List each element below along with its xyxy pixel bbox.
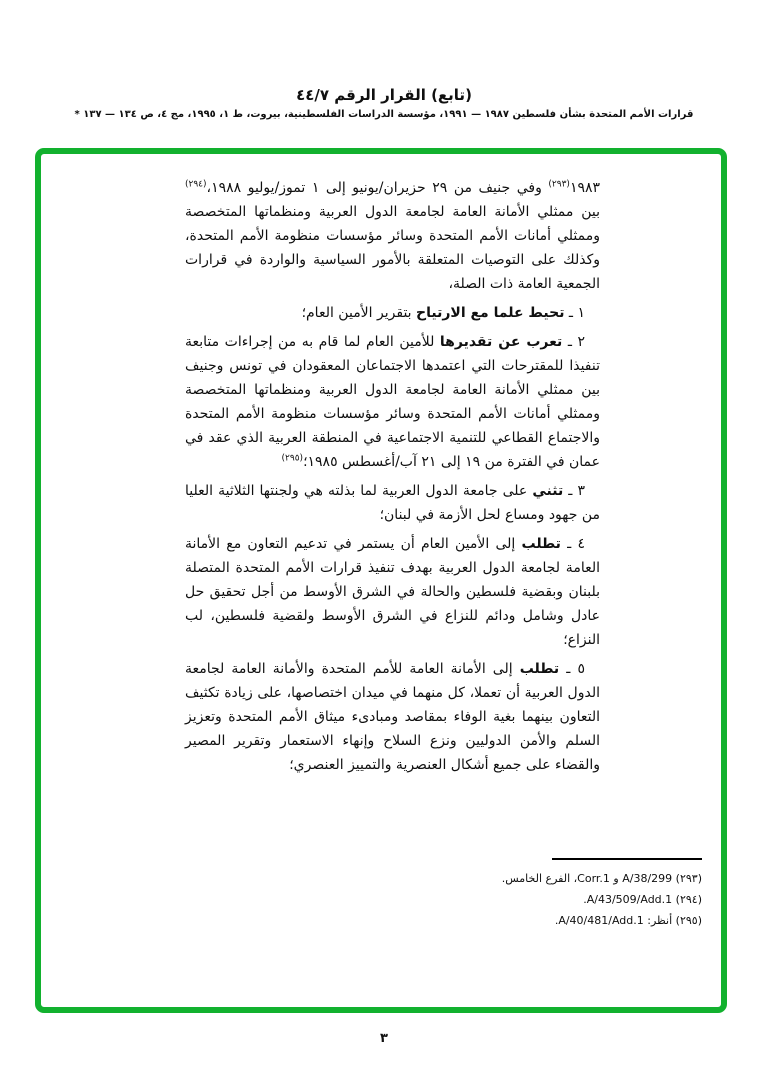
text-segment: تطلب [519,661,560,677]
text-segment: ١٩٨٣ [569,180,601,196]
footnote-reference: (٢٩٥) [281,453,304,464]
text-segment: ٢ ـ [562,334,585,350]
text-segment: وفي جنيف من ٢٩ حزيران/يونيو إلى ١ تموز/يوليو ١٩٨٨، [206,180,549,196]
page-number: ٣ [380,1031,388,1046]
paragraph [185,176,600,296]
text-segment: تطلب [521,536,561,552]
text-segment: ٤ ـ [560,536,585,552]
footnote-separator [552,858,702,860]
footnote-item: (٢٩٣) A/38/299 و Corr.1، الفرع الخامس. [501,872,702,885]
paragraph [185,532,600,652]
paragraph [185,479,600,527]
footnote-item: (٢٩٥) أنظر: A/40/481/Add.1. [554,914,702,927]
text-segment: بين ممثلي الأمانة العامة لجامعة الدول العربية ومنظماتها المتخصصة وممثلي أمانات الأمم المتحدة وسائر مؤسسات منظومة الأمم المتحدة، وكذلك على التوصيات المتعلقة بالأمور السياسية والواردة في قرارات الجمعية العامة ذات الصلة، [185,204,600,292]
footnote-reference: (٢٩٣) [548,179,570,190]
text-segment: تحيط علما مع الارتياح [416,305,565,321]
footnotes-block [362,858,702,931]
page-header [0,86,768,120]
footnote-reference: (٢٩٤) [185,179,207,190]
paragraph [185,657,600,777]
text-segment: ٣ ـ [563,483,585,499]
text-segment: إلى الأمانة العامة للأمم المتحدة والأمانة العامة لجامعة الدول العربية أن تعملا، كل منهما في ميدان اختصاصها، على زيادة تكثيف التعاون بينهما بغية الوفاء بمقاصد ومبادىء ميثاق الأمم المتحدة وتعزيز السلم والأمن الدوليين ونزع السلاح وإنهاء الاستعمار وتقرير المصير والقضاء على جميع أشكال العنصرية والتمييز العنصري؛ [185,661,600,773]
footnote-list [362,868,702,931]
body-paragraphs [185,176,600,782]
text-segment: بتقرير الأمين العام؛ [301,305,417,321]
paragraph [185,330,600,474]
text-segment: تثني [532,483,564,499]
text-segment: على جامعة الدول العربية لما بذلته هي ولجنتها الثلاثية العليا من جهود ومساع لحل الأزمة في لبنان؛ [185,483,600,523]
text-segment: إلى الأمين العام أن يستمر في تدعيم التعاون مع الأمانة العامة لجامعة الدول العربية بهدف تنفيذ قرارات الأمم المتحدة المتصلة بلبنان وبقضية فلسطين والحالة في الشرق الأوسط من أجل تحقيق حل عادل وشامل ودائم للنزاع في الشرق الأوسط ولقضية فلسطين، لب النزاع؛ [185,536,600,648]
text-segment: للأمين العام لما قام به من إجراءات متابعة تنفيذا للمقترحات التي اعتمدها الاجتماعان المعقودان في تونس وجنيف بين ممثلي الأمانة العامة لجامعة الدول العربية ومنظماتها المتخصصة وممثلي أمانات الأمم المتحدة وسائر مؤسسات منظومة الأمم المتحدة والاجتماع القطاعي للتنمية الاجتماعية في المنطقة العربية الذي عقد في عمان في الفترة من ١٩ إلى ٢١ آب/أغسطس ١٩٨٥؛ [185,334,600,470]
text-segment: ١ ـ [564,305,585,321]
text-segment: تعرب عن تقديرها [439,334,563,350]
footnote-item: (٢٩٤) A/43/509/Add.1. [583,893,702,906]
resolution-title: (تابع) القرار الرقم ٤٤/٧ [296,86,472,104]
source-citation-line: قرارات الأمم المتحدة بشأن فلسطين ١٩٨٧ — ١٩٩١، مؤسسة الدراسات الفلسطينية، بيروت، ط ١، ١٩٩٥، مج ٤، ص ١٣٤ — ١٣٧ * [74,109,694,120]
text-segment: ٥ ـ [559,661,585,677]
paragraph [185,301,600,325]
